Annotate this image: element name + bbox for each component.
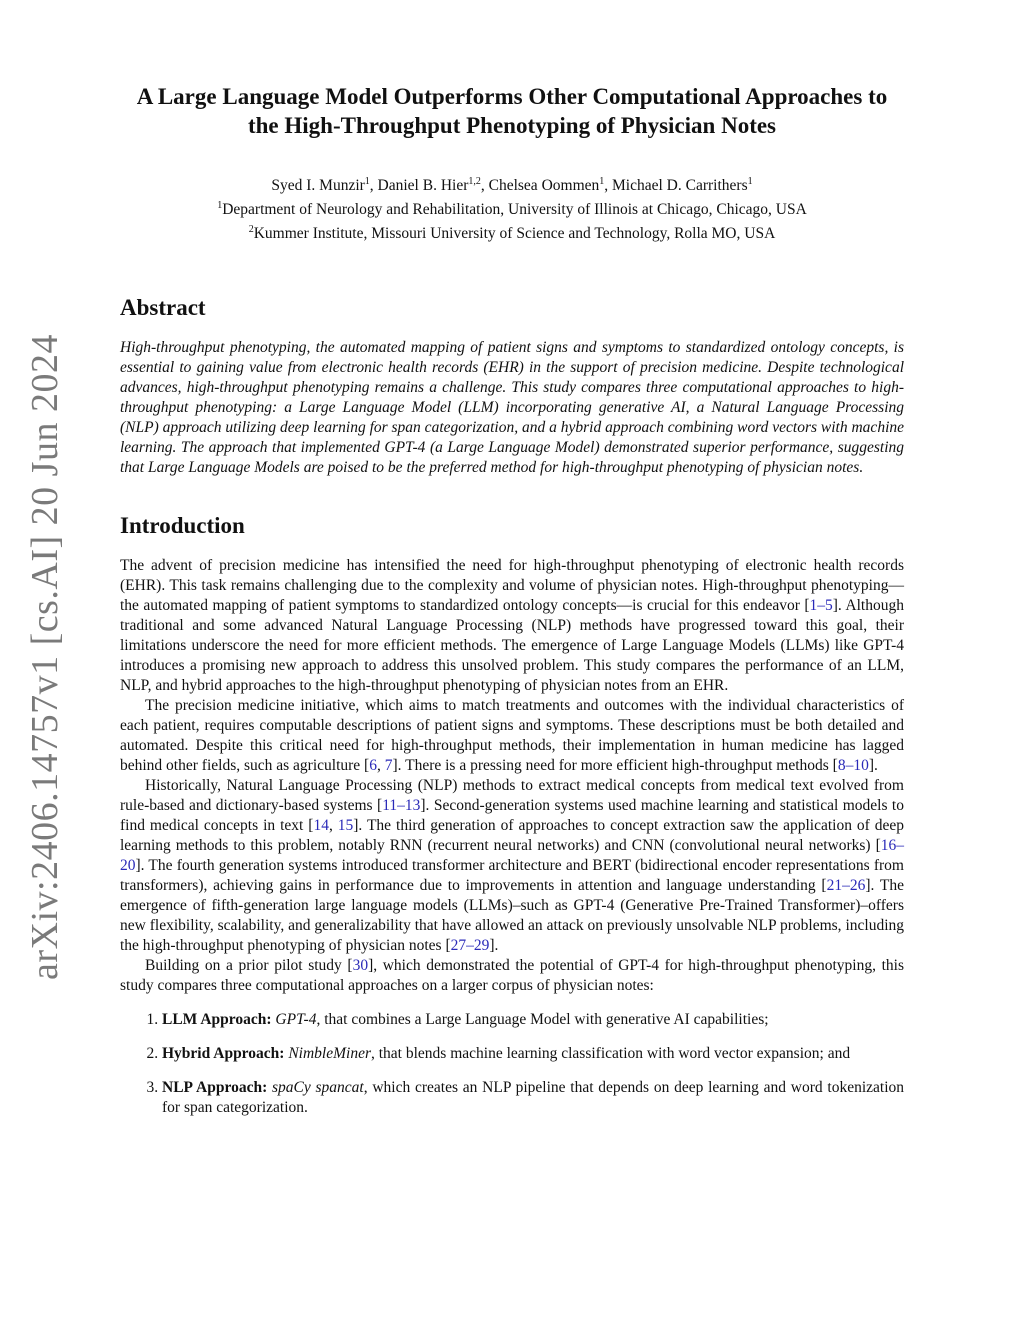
author: Michael D. Carrithers$^1$ <box>612 176 753 194</box>
citation-link[interactable]: 16–20 <box>120 837 904 874</box>
author: Syed I. Munzir$^1$, <box>271 176 378 194</box>
citation-link[interactable]: 1–5 <box>809 597 833 614</box>
paragraph-text: ]. The fourth generation systems introduced transformer architecture and BERT (bidirectional encoder representations from transformers), achieving gains in performance due to improvements in attention and language understanding [ <box>120 857 904 894</box>
paragraph-text: ]. Although traditional and some advanced Natural Language Processing (NLP) methods have progressed toward this goal, their limitations underscore the need for more efficient methods. The emergence of Large Language Models (LLMs) like GPT-4 introduces a promising new approach to address this unsolved problem. This study compares the performance of an LLM, NLP, and hybrid approaches to the high-throughput phenotyping of physician notes from an EHR. <box>120 597 904 694</box>
abstract-text: High-throughput phenotyping, the automated mapping of patient signs and symptoms to standardized ontology concepts, is essential to gaining value from electronic health records (EHR) in the support of precision medicine. Despite technological advances, high-throughput phenotyping remains a challenge. This study compares three computational approaches to high-throughput phenotyping: a Large Language Model (LLM) incorporating generative AI, a Natural Language Processing (NLP) approach utilizing deep learning for span categorization, and a hybrid approach combining word vectors with machine learning. The approach that implemented GPT-4 (a Large Language Model) demonstrated superior performance, suggesting that Large Language Models are poised to be the preferred method for high-throughput phenotyping of physician notes. <box>120 339 904 476</box>
affiliation-2: $^2$Kummer Institute, Missouri University of Science and Technology, Rolla MO, USA <box>248 224 776 242</box>
abstract-heading: Abstract <box>120 295 206 320</box>
citation-link[interactable]: 14 <box>313 817 329 834</box>
paragraph-text: ]. <box>868 757 878 774</box>
arxiv-stamp: arXiv:2406.14757v1 [cs.AI] 20 Jun 2024 <box>24 334 66 980</box>
paragraph-text: Building on a prior pilot study [ <box>145 957 353 974</box>
paragraph-text: ]. The third generation of approaches to concept extraction saw the application of deep learning methods to this problem, notably RNN (recurrent neural networks) and CNN (convolutional neural networks) [ <box>120 817 905 854</box>
intro-paragraph-2 <box>120 696 904 776</box>
citation-link[interactable]: 8–10 <box>837 757 869 774</box>
citation-link[interactable]: 27–29 <box>450 937 490 954</box>
citation-link[interactable]: 21–26 <box>826 877 866 894</box>
author-list <box>120 174 904 198</box>
paragraph-text: Historically, Natural Language Processing (NLP) methods to extract medical concepts from medical text evolved from rule-based and dictionary-based systems [ <box>120 777 904 814</box>
author: Chelsea Oommen$^1$, <box>488 176 613 194</box>
citation-link[interactable]: 15 <box>337 817 354 834</box>
arxiv-sidebar <box>8 334 82 980</box>
paragraph-text: ], which demonstrated the potential of GPT-4 for high-throughput phenotyping, this study compares three computational approaches on a larger corpus of physician notes: <box>120 957 904 994</box>
list-item: 1. LLM Approach: GPT-4, that combines a Large Language Model with generative AI capabilities; <box>162 1010 904 1030</box>
list-item: 2. Hybrid Approach: NimbleMiner, that blends machine learning classification with word vector expansion; and <box>162 1044 904 1064</box>
title-line-2: the High-Throughput Phenotyping of Physician Notes <box>247 113 777 138</box>
paragraph-text: , <box>376 757 385 774</box>
intro-paragraph-4 <box>120 956 904 996</box>
paper-title <box>120 82 904 140</box>
paper-page <box>120 82 904 1132</box>
paragraph-text: , <box>328 817 338 834</box>
citation-link[interactable]: 30 <box>352 957 369 974</box>
paragraph-text: ]. <box>489 937 499 954</box>
approaches-list <box>120 1010 904 1118</box>
author: Daniel B. Hier$^{1,2}$, <box>377 176 489 194</box>
intro-paragraph-3 <box>120 776 904 956</box>
citation-link[interactable]: 7 <box>384 757 393 774</box>
citation-link[interactable]: 6 <box>369 757 377 774</box>
citation-link[interactable]: 11–13 <box>382 797 421 814</box>
affiliation-1: $^1$Department of Neurology and Rehabilitation, University of Illinois at Chicago, Chicago, USA <box>217 200 807 218</box>
paragraph-text: ]. There is a pressing need for more efficient high-throughput methods [ <box>392 757 838 774</box>
paragraph-text: ]. The emergence of fifth-generation large language models (LLMs)–such as GPT-4 (Generative Pre-Trained Transformer)–offers new flexibility, scalability, and generalizability that have allowed an attack on previously unsolvable NLP problems, including the high-throughput phenotyping of physician notes [ <box>120 877 904 954</box>
introduction-heading: Introduction <box>120 513 245 538</box>
paragraph-text: ]. Second-generation systems used machine learning and statistical models to find medical concepts in text [ <box>120 797 904 834</box>
intro-paragraph-1 <box>120 556 904 696</box>
paragraph-text: The precision medicine initiative, which aims to match treatments and outcomes with the individual characteristics of each patient, requires computable descriptions of patient signs and symptoms. These descriptions must be both detailed and automated. Despite this critical need for high-throughput methods, their implementation in human medicine has lagged behind other fields, such as agriculture [ <box>120 697 904 774</box>
title-line-1: A Large Language Model Outperforms Other Computational Approaches to <box>136 84 888 109</box>
paragraph-text: The advent of precision medicine has intensified the need for high-throughput phenotyping of electronic health records (EHR). This task remains challenging due to the complexity and volume of physician notes. High-throughput phenotyping—the automated mapping of patient symptoms to standardized ontology concepts—is crucial for this endeavor [ <box>120 557 904 614</box>
list-item: 3. NLP Approach: spaCy spancat, which creates an NLP pipeline that depends on deep learning and word tokenization for span categorization. <box>162 1078 904 1118</box>
